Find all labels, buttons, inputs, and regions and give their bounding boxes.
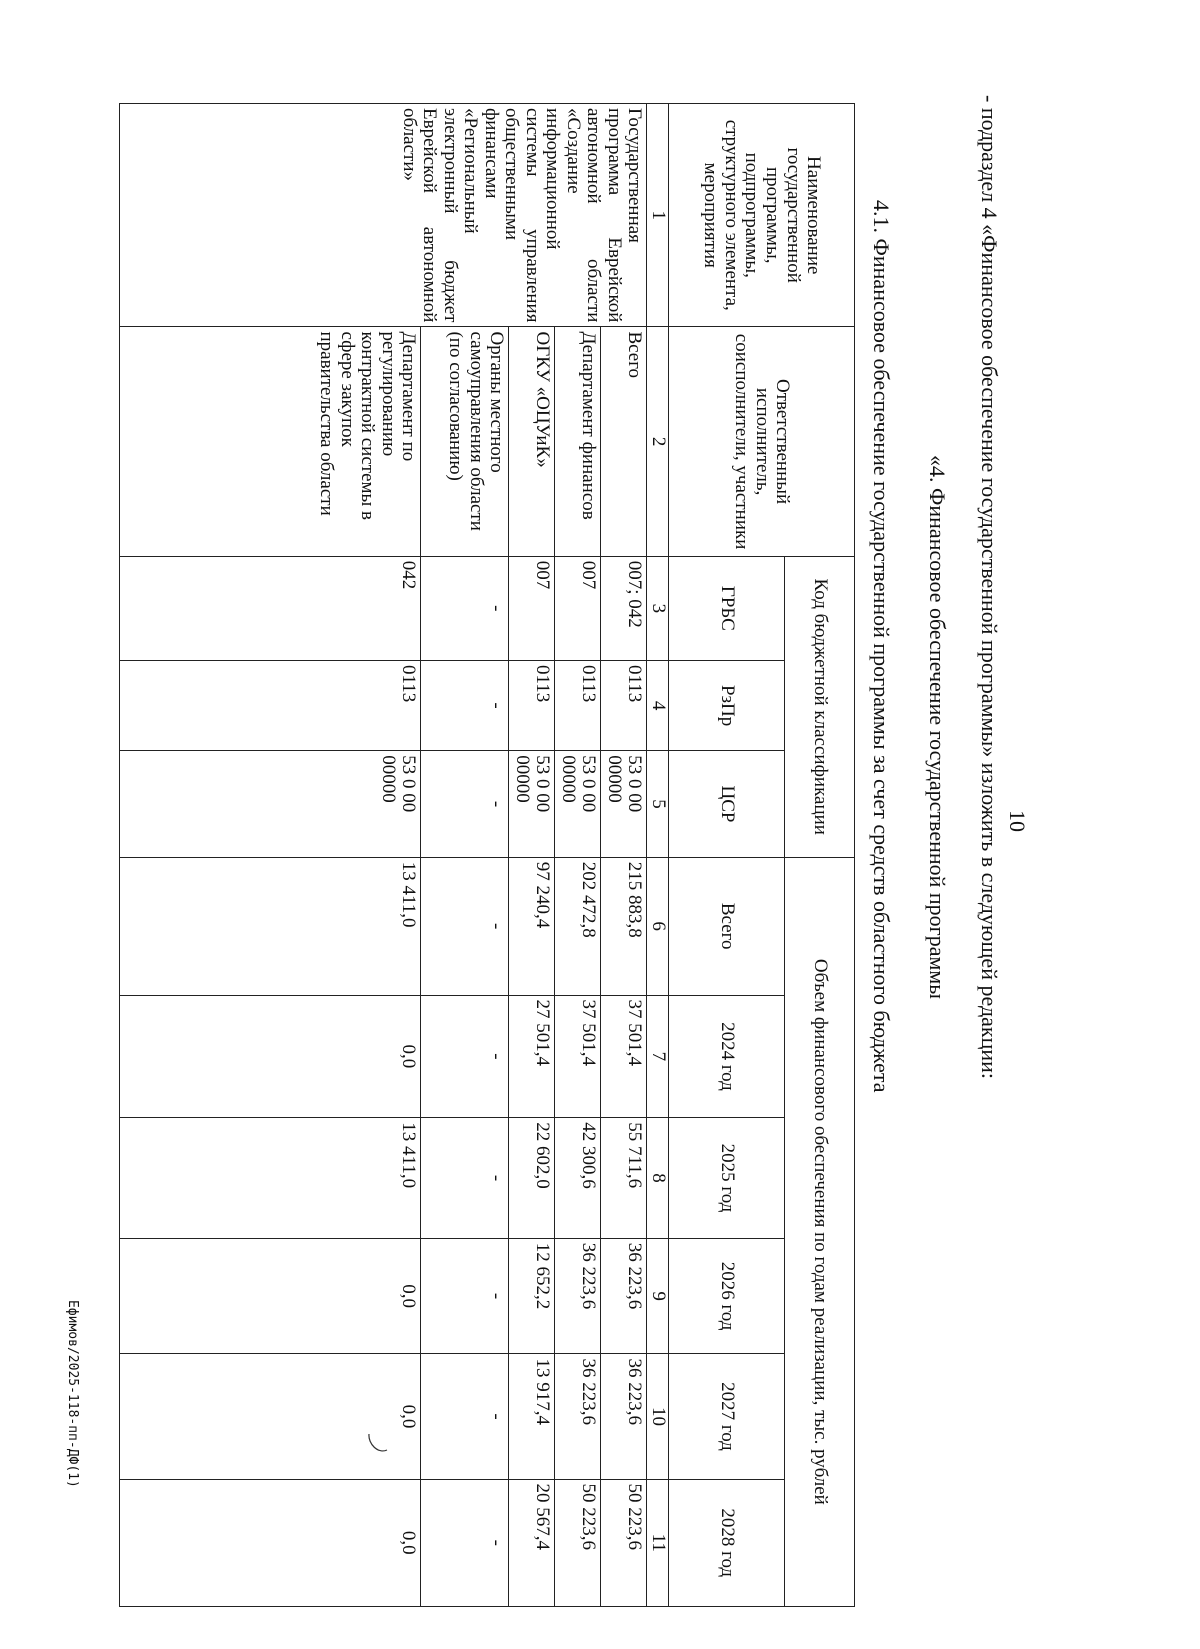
footer-code: Ефимов/2025-118-пп-ДФ(1) (65, 1300, 80, 1488)
total-cell: - (421, 857, 509, 995)
y2024-cell: 0,0 (120, 995, 421, 1118)
y2027-cell: 36 223,6 (601, 1354, 647, 1479)
header-name: Наименование государственной программы, подпрограммы, структурного элемента, мероприятия (669, 104, 855, 327)
column-number: 1 (647, 104, 669, 327)
y2028-cell: - (421, 1479, 509, 1606)
column-number: 5 (647, 751, 669, 858)
subsection-title: 4.1. Финансовое обеспечение государственной программы за счет средств областного бюджета (869, 200, 894, 1093)
y2028-cell: 50 223,6 (555, 1479, 601, 1606)
grbs-cell: 007 (509, 556, 555, 660)
y2026-cell: 36 223,6 (601, 1238, 647, 1354)
y2026-cell: 0,0 (120, 1238, 421, 1354)
y2024-cell: - (421, 995, 509, 1118)
intro-text: - подраздел 4 «Финансовое обеспечение государственной программы» изложить в следующей редакции: (977, 95, 1002, 1080)
header-total: Всего (669, 857, 785, 995)
y2028-cell: 0,0 (120, 1479, 421, 1606)
y2026-cell: 12 652,2 (509, 1238, 555, 1354)
column-number: 2 (647, 327, 669, 556)
column-number: 6 (647, 857, 669, 995)
table-row (509, 104, 555, 1607)
y2025-cell: 42 300,6 (555, 1118, 601, 1238)
total-cell: 97 240,4 (509, 857, 555, 995)
rzpr-cell: - (421, 660, 509, 750)
total-cell: 215 883,8 (601, 857, 647, 995)
y2024-cell: 37 501,4 (601, 995, 647, 1118)
grbs-cell: - (421, 556, 509, 660)
y2026-cell: - (421, 1238, 509, 1354)
column-number: 7 (647, 995, 669, 1118)
column-numbers-row (647, 104, 669, 1607)
column-number: 10 (647, 1354, 669, 1479)
y2027-cell: 0,0 (120, 1354, 421, 1479)
y2024-cell: 27 501,4 (509, 995, 555, 1118)
rzpr-cell: 0113 (509, 660, 555, 750)
header-2024: 2024 год (669, 995, 785, 1118)
header-2028: 2028 год (669, 1479, 785, 1606)
header-rzpr: РзПр (669, 660, 785, 750)
column-number: 3 (647, 556, 669, 660)
rzpr-cell: 0113 (601, 660, 647, 750)
csr-cell: 53 0 00 00000 (601, 751, 647, 858)
y2027-cell: 13 917,4 (509, 1354, 555, 1479)
header-budget-code: Код бюджетной классификации (785, 556, 855, 857)
y2024-cell: 37 501,4 (555, 995, 601, 1118)
csr-cell: - (421, 751, 509, 858)
header-volume: Объем финансового обеспечения по годам реализации, тыс. рублей (785, 857, 855, 1606)
y2028-cell: 50 223,6 (601, 1479, 647, 1606)
y2027-cell: - (421, 1354, 509, 1479)
total-cell: 13 411,0 (120, 857, 421, 995)
executor-cell: Органы местного самоуправления области (по согласованию) (421, 327, 509, 556)
header-2025: 2025 год (669, 1118, 785, 1238)
page-number: 10 (1005, 810, 1030, 832)
executor-cell: Всего (601, 327, 647, 556)
table-row (555, 104, 601, 1607)
y2028-cell: 20 567,4 (509, 1479, 555, 1606)
header-csr: ЦСР (669, 751, 785, 858)
header-2026: 2026 год (669, 1238, 785, 1354)
executor-cell: Департамент по регулированию контрактной системы в сфере закупок правительства области (120, 327, 421, 556)
executor-cell: Департамент финансов (555, 327, 601, 556)
table-row (421, 104, 509, 1607)
grbs-cell: 007 (555, 556, 601, 660)
column-number: 9 (647, 1238, 669, 1354)
financing-table (119, 103, 855, 1607)
table-row (601, 104, 647, 1607)
y2025-cell: 55 711,6 (601, 1118, 647, 1238)
header-2027: 2027 год (669, 1354, 785, 1479)
executor-cell: ОГКУ «ОЦУиК» (509, 327, 555, 556)
csr-cell: 53 0 00 00000 (555, 751, 601, 858)
column-number: 11 (647, 1479, 669, 1606)
y2026-cell: 36 223,6 (555, 1238, 601, 1354)
csr-cell: 53 0 00 00000 (509, 751, 555, 858)
program-name: Государственная программа Еврейской автономной области «Создание информационной системы управления общественными финансами «Региональный электронный бюджет Еврейской автономной области» (120, 104, 647, 327)
y2027-cell: 36 223,6 (555, 1354, 601, 1479)
y2025-cell: - (421, 1118, 509, 1238)
csr-cell: 53 0 00 00000 (120, 751, 421, 858)
header-executor: Ответственный исполнитель, соисполнители, участники (669, 327, 855, 556)
column-number: 8 (647, 1118, 669, 1238)
column-number: 4 (647, 660, 669, 750)
rzpr-cell: 0113 (555, 660, 601, 750)
grbs-cell: 042 (120, 556, 421, 660)
total-cell: 202 472,8 (555, 857, 601, 995)
grbs-cell: 007; 042 (601, 556, 647, 660)
header-grbs: ГРБС (669, 556, 785, 660)
y2025-cell: 13 411,0 (120, 1118, 421, 1238)
y2025-cell: 22 602,0 (509, 1118, 555, 1238)
section-title: «4. Финансовое обеспечение государственной программы (925, 455, 950, 1000)
header-row-1 (785, 104, 855, 1607)
pen-mark (366, 1430, 390, 1454)
table-row (120, 104, 421, 1607)
rzpr-cell: 0113 (120, 660, 421, 750)
